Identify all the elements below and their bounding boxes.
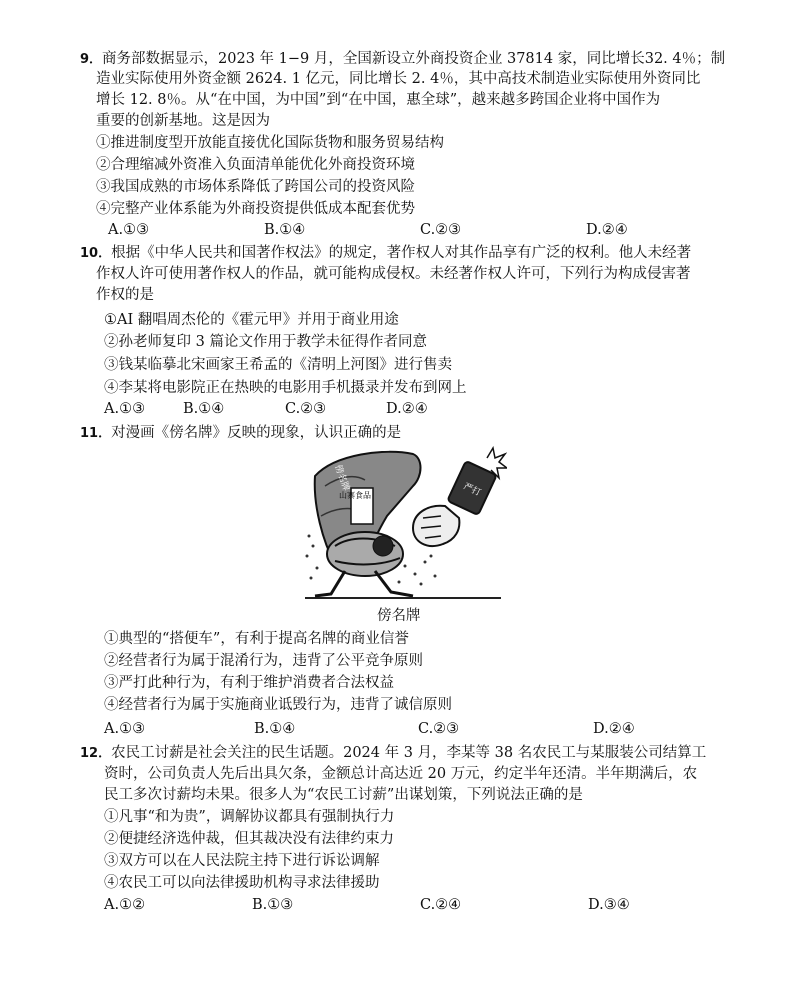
question-11-line-1: 11．对漫画《傍名牌》反映的现象，认识正确的是	[80, 425, 402, 441]
question-10-line-1: 10．根据《中华人民共和国著作权法》的规定，著作权人对其作品享有广泛的权利。他人未经著	[80, 245, 692, 261]
question-10-option-3: ③钱某临摹北宋画家王希孟的《清明上河图》进行售卖	[104, 357, 452, 373]
question-9-choice-d[interactable]: D.②④	[586, 222, 628, 238]
question-10-number: 10．	[80, 246, 112, 261]
cartoon-head	[373, 536, 393, 556]
cartoon-arm-label: 傍名牌	[332, 463, 351, 493]
question-12-choice-b[interactable]: B.①③	[252, 897, 294, 913]
question-9-line-2: 造业实际使用外资金额 2624. 1 亿元，同比增长 2. 4％，其中高技术制造业实际使用外资同比	[96, 71, 701, 87]
question-12-option-2: ②便捷经济选仲裁，但其裁决没有法律约束力	[104, 831, 394, 847]
question-10-choice-a[interactable]: A.①③	[104, 401, 146, 417]
question-12-line-1: 12．农民工讨薪是社会关注的民生话题。2024 年 3 月，李某等 38 名农民工与某服装公司结算工	[80, 745, 707, 761]
question-10-option-2: ②孙老师复印 3 篇论文作用于教学未征得作者同意	[104, 334, 427, 350]
question-9-choice-b[interactable]: B.①④	[264, 222, 306, 238]
question-9-option-2: ②合理缩减外资准入负面清单能优化外商投资环境	[96, 157, 415, 173]
question-12-choice-c[interactable]: C.②④	[420, 897, 462, 913]
question-9-number: 9．	[80, 52, 103, 67]
question-12-option-1: ①凡事“和为贵”，调解协议都具有强制执行力	[104, 809, 395, 825]
question-10-line-2: 作权人许可使用著作权人的作品，就可能构成侵权。未经著作权人许可，下列行为构成侵害著	[96, 266, 691, 282]
question-12-option-3: ③双方可以在人民法院主持下进行诉讼调解	[104, 853, 380, 869]
question-11-choice-a[interactable]: A.①③	[104, 721, 146, 737]
question-10-choice-c[interactable]: C.②③	[285, 401, 327, 417]
question-10-option-4: ④李某将电影院正在热映的电影用手机摄录并发布到网上	[104, 380, 467, 396]
question-11-number: 11．	[80, 426, 112, 441]
question-12-choice-d[interactable]: D.③④	[588, 897, 630, 913]
question-10-choice-d[interactable]: D.②④	[386, 401, 428, 417]
question-10-option-1: ①AI 翻唱周杰伦的《霍元甲》并用于商业用途	[104, 312, 399, 328]
question-9-choice-c[interactable]: C.②③	[420, 222, 462, 238]
question-9-line-3: 增长 12. 8％。从“在中国，为中国”到“在中国，惠全球”，越来越多跨国企业将中国作为	[96, 92, 661, 108]
question-9-choice-a[interactable]: A.①③	[108, 222, 150, 238]
question-12-number: 12．	[80, 746, 112, 761]
question-10-choice-b[interactable]: B.①④	[183, 401, 225, 417]
question-11-choice-c[interactable]: C.②③	[418, 721, 460, 737]
cartoon-fist-label: 严打	[461, 481, 483, 499]
counterfeit-brand-cartoon	[295, 446, 507, 604]
svg-text:山寨食品: 山寨食品	[339, 491, 371, 500]
question-11-choice-d[interactable]: D.②④	[593, 721, 635, 737]
question-12-line-2: 资时，公司负责人先后出具欠条，金额总计高达近 20 万元，约定半年还清。半年期满后，农	[104, 766, 698, 782]
question-9-line-1: 9．商务部数据显示，2023 年 1−9 月，全国新设立外商投资企业 37814 家，同比增长32. 4％；制	[80, 51, 726, 67]
question-12-line-3: 民工多次讨薪均未果。很多人为“农民工讨薪”出谋划策，下列说法正确的是	[104, 787, 583, 803]
question-11-option-4: ④经营者行为属于实施商业诋毁行为，违背了诚信原则	[104, 697, 452, 713]
question-11-option-3: ③严打此种行为，有利于维护消费者合法权益	[104, 675, 394, 691]
question-11-option-2: ②经营者行为属于混淆行为，违背了公平竞争原则	[104, 653, 423, 669]
question-12-option-4: ④农民工可以向法律援助机构寻求法律援助	[104, 875, 380, 891]
question-10-line-3: 作权的是	[96, 287, 154, 303]
cartoon-caption: 傍名牌	[377, 608, 421, 624]
question-9-line-4: 重要的创新基地。这是因为	[96, 113, 270, 129]
question-12-choice-a[interactable]: A.①②	[104, 897, 146, 913]
question-9-option-3: ③我国成熟的市场体系降低了跨国公司的投资风险	[96, 179, 415, 195]
question-11-option-1: ①典型的“搭便车”，有利于提高名牌的商业信誉	[104, 631, 409, 647]
question-11-choice-b[interactable]: B.①④	[254, 721, 296, 737]
question-9-option-4: ④完整产业体系能为外商投资提供低成本配套优势	[96, 201, 415, 217]
question-9-option-1: ①推进制度型开放能直接优化国际货物和服务贸易结构	[96, 135, 444, 151]
